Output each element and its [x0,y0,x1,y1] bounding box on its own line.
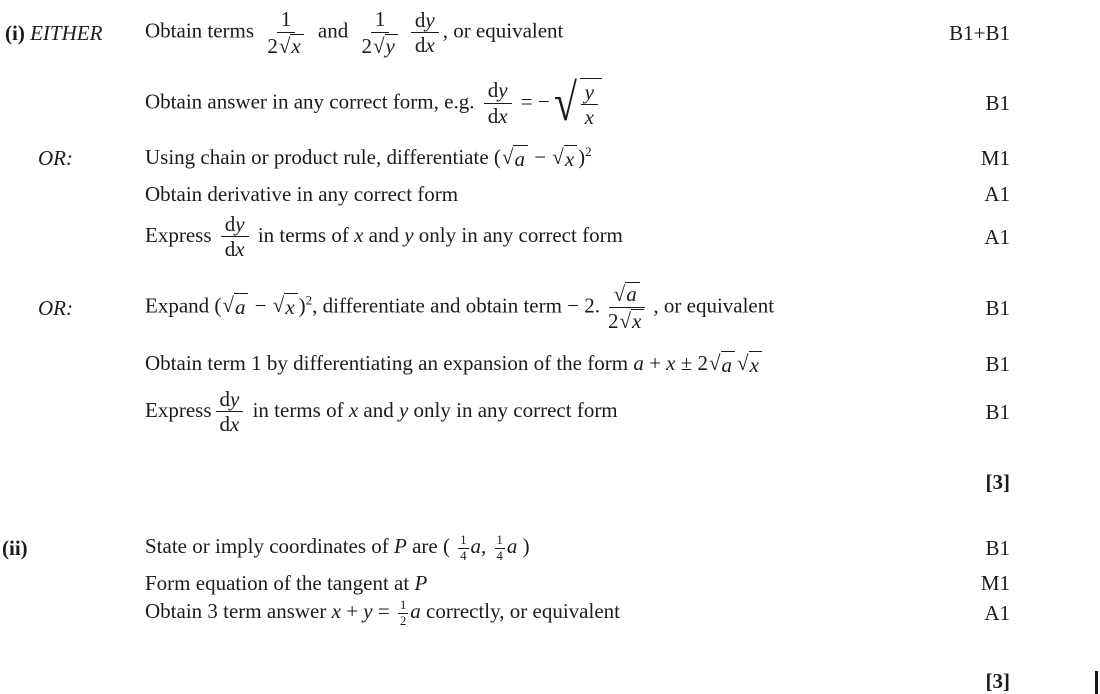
mark-cell: B1 [985,352,1010,377]
text-segment: Using chain or product rule, differentiate ( [145,145,501,170]
text-segment: State or imply coordinates of [145,534,395,559]
fraction-numerator [609,282,645,308]
math-variable: y [363,598,373,623]
fraction-numerator [221,213,249,238]
math-variable: a [626,282,637,306]
mark-cell: M1 [980,146,1010,171]
mark-scheme-row-i-either-answer [0,73,1010,132]
radical-sign: √ [619,309,632,334]
square-root [552,145,577,172]
row-content [145,181,926,207]
text-segment: Obtain term 1 by differentiating an expansion of the form [145,351,634,376]
fraction-denominator [581,105,598,129]
radicand [721,351,736,378]
text-segment: ± 2 [675,351,709,376]
text-segment: ) [517,534,530,559]
row-label [0,20,145,46]
text-segment: Express [145,397,212,422]
math-variable: y [398,397,409,422]
mark-cell: A1 [984,182,1010,207]
math-variable: x [331,598,341,623]
math-variable: x [348,397,359,422]
radical-sign: √ [272,293,285,318]
text-segment: 2 [361,33,372,58]
square-root [273,293,298,320]
math-fraction [216,388,244,436]
text-segment: 1 [496,532,503,547]
text-segment: − [249,293,272,318]
text-segment: only in any correct form [413,222,623,247]
radical-sign: √ [373,33,385,58]
square-root [279,34,304,58]
mark-cell: B1 [985,399,1010,424]
math-variable: OR: [38,295,73,320]
text-segment: in terms of [247,397,349,422]
radical-sign: √ [222,293,234,318]
mark-cell: B1 [985,535,1010,560]
radicand [564,145,577,172]
fraction-numerator [216,388,244,413]
radical-sign: √ [709,351,721,376]
text-segment: , or equivalent [442,18,564,43]
fraction-numerator [458,534,468,549]
fraction-denominator [263,33,308,58]
text-segment: Express [145,222,217,247]
math-variable: y [498,78,508,103]
row-content [145,598,926,628]
math-variable: P [394,534,407,559]
text-segment: and [312,18,354,43]
text-segment: ) [298,293,306,318]
fraction-numerator [398,599,408,614]
text-segment: d [414,7,426,32]
math-variable: x [291,33,301,58]
math-variable: x [584,105,594,130]
radical-sign: √ [737,351,749,376]
square-root [502,145,528,172]
text-segment: 4 [460,548,467,563]
math-variable: a [506,534,518,559]
radical-sign: √ [613,282,626,306]
math-variable: x [285,295,295,320]
radicand [631,309,644,333]
fraction-numerator [411,9,439,34]
text-segment: 1 [374,7,386,31]
text-segment: = [372,598,395,623]
math-fraction [581,81,598,129]
row-content [145,533,926,563]
square-root [737,351,762,378]
text-segment: , [481,534,492,559]
fraction-numerator [484,79,512,104]
total-marks: [3] [985,669,1010,694]
text-segment: Obtain derivative in any correct form [145,182,459,207]
superscript: 2 [585,144,592,160]
text-segment: are ( [406,534,456,559]
row-content [145,8,926,58]
math-variable: x [235,237,245,262]
radicand [290,34,303,58]
mark-scheme-row-part-i-total [0,469,1010,495]
radical-sign: √ [278,33,291,58]
text-segment: and [358,397,399,422]
math-fraction [484,79,512,127]
mark-scheme-row-part-ii-total [0,668,1010,694]
text-segment: d [414,33,426,58]
superscript: 2 [305,292,313,308]
text-segment: and [363,222,405,247]
text-segment: 1 [280,7,292,31]
mark-cell: B1+B1 [949,20,1010,45]
square-root [709,351,735,378]
text-segment: = − [515,89,550,114]
mark-cell: A1 [984,600,1010,625]
fraction-denominator [358,33,403,58]
mark-scheme-row-or1-differentiate [0,144,1010,172]
fraction-denominator [458,549,468,563]
part-label: (ii) [2,535,28,560]
math-variable: x [749,353,759,378]
row-label [0,535,145,561]
square-root [373,34,398,58]
math-variable: x [230,412,240,437]
math-variable: x [498,103,508,128]
square-root [222,293,248,320]
math-fraction [263,8,308,58]
text-segment: Form equation of the tangent at [145,570,415,595]
square-root [614,282,640,306]
math-variable: y [385,33,395,58]
rows-container [0,8,1010,694]
page-edge-bar [1095,671,1098,694]
total-marks: [3] [985,469,1010,494]
radicand [385,34,398,58]
fraction-denominator [398,614,408,628]
math-variable: a [234,295,246,320]
radicand [749,351,762,378]
fraction-denominator [411,33,439,57]
math-variable: y [584,79,594,104]
row-content [145,144,926,172]
math-fraction [604,282,649,333]
text-segment: d [224,211,236,236]
text-segment: d [487,78,499,103]
text-segment: 4 [496,548,503,563]
radicand [580,78,602,129]
row-content [145,570,926,596]
fraction-numerator [495,534,505,549]
math-variable: y [425,7,435,32]
row-label [0,145,145,171]
text-segment: d [219,412,230,437]
text-segment: Obtain terms [145,18,260,43]
math-variable: x [666,351,676,376]
math-fraction [398,599,408,628]
math-variable: EITHER [30,20,103,45]
fraction-denominator [484,104,512,128]
text-segment: 2 [399,613,407,628]
text-segment: 1 [399,597,407,612]
fraction-denominator [495,549,505,563]
fraction-numerator [581,81,598,106]
mark-scheme-row-ii-coordinates [0,533,1010,563]
math-variable: x [354,222,364,247]
text-segment: + [340,598,364,623]
mark-cell: A1 [984,224,1010,249]
math-variable: a [721,353,733,378]
mark-cell: B1 [985,91,1010,116]
mark-scheme-row-or2-term1 [0,350,1010,378]
text-segment: 2 [267,33,278,58]
row-content [145,350,926,378]
mark-scheme-row-or2-expand [0,282,1010,333]
fraction-denominator [604,308,649,333]
math-variable: a [633,351,644,376]
radicand [234,293,249,320]
fraction-numerator [277,8,296,33]
math-fraction [458,534,468,563]
square-root [551,73,602,132]
text-segment: Obtain 3 term answer [145,598,332,623]
radicand [284,293,297,320]
radicand [513,145,528,172]
mark-scheme-row-or1-derivative [0,181,1010,207]
fraction-denominator [221,237,249,261]
mark-scheme-row-i-either-terms [0,8,1010,58]
text-segment: , differentiate and obtain term − 2. [312,293,601,318]
text-segment: 2 [608,309,619,334]
math-variable: P [414,570,428,595]
row-content [145,282,926,333]
text-segment: only in any correct form [408,397,618,422]
radical-sign: √ [553,73,577,132]
mark-scheme-row-ii-answer [0,598,1010,628]
math-fraction [411,9,439,57]
text-segment: ) [578,145,586,170]
square-root [620,309,645,333]
fraction-denominator [216,412,244,436]
math-fraction [358,8,403,58]
row-content [145,73,926,132]
math-fraction [495,534,505,563]
text-segment: , or equivalent [653,293,775,318]
text-segment: Expand ( [145,293,222,318]
text-segment: d [224,237,236,262]
text-segment: 1 [460,532,467,547]
mark-scheme-row-or2-express [0,388,1010,436]
mark-cell: B1 [985,295,1010,320]
math-variable: y [404,222,414,247]
row-content [145,213,926,261]
mark-scheme-row-ii-tangent [0,570,1010,596]
math-variable: OR: [38,146,73,171]
fraction-numerator [371,8,390,33]
text-segment: − [528,145,552,170]
math-variable: x [564,147,575,172]
part-label: (i) [5,20,25,45]
math-variable: a [514,147,525,172]
math-fraction [221,213,249,261]
row-content [145,388,926,436]
text-segment: in terms of [252,222,355,247]
mark-cell: M1 [980,570,1010,595]
mark-scheme-row-or1-express [0,213,1010,261]
row-label [0,295,145,321]
math-variable: y [230,386,240,411]
text-segment: + [643,351,667,376]
math-variable: y [235,211,245,236]
radical-sign: √ [501,145,514,170]
text-segment: d [487,103,499,128]
text-segment: Obtain answer in any correct form, e.g. [145,89,480,114]
math-variable: a [410,598,421,623]
text-segment: d [219,386,230,411]
math-variable: x [632,309,642,334]
radicand [625,282,640,306]
radical-sign: √ [552,145,564,170]
math-variable: x [425,33,435,58]
math-variable: a [470,534,482,559]
text-segment: correctly, or equivalent [420,598,620,623]
